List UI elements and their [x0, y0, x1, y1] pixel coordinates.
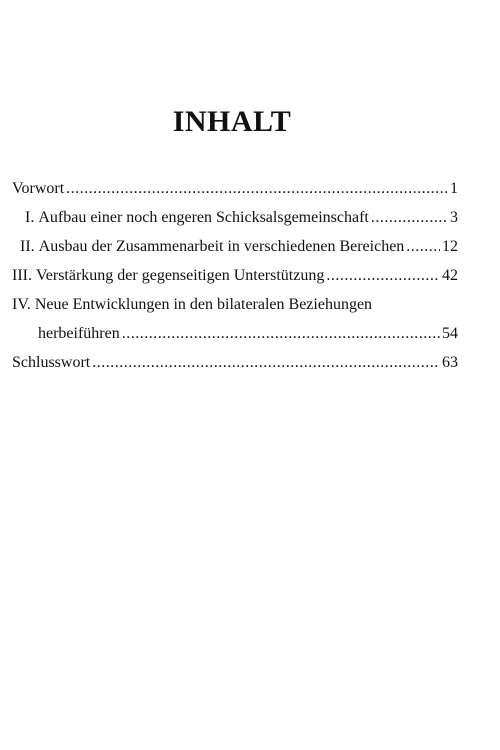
toc-leader-dots	[122, 324, 440, 344]
toc-page-number: 3	[450, 209, 458, 226]
toc-entry-number: I.	[25, 209, 39, 226]
table-of-contents	[12, 170, 458, 373]
toc-entry-chapter-4-continued[interactable]	[12, 315, 458, 344]
toc-entry-chapter-3[interactable]	[12, 257, 458, 286]
toc-entry-number: IV.	[12, 296, 35, 313]
toc-leader-dots	[406, 237, 440, 257]
toc-entry-label: Schlusswort	[12, 354, 91, 371]
toc-leader-dots	[92, 353, 440, 373]
toc-entry-number: III.	[12, 267, 36, 284]
toc-leader-dots	[371, 208, 448, 228]
toc-entry-label: Neue Entwicklungen in den bilateralen Beziehungen	[34, 296, 373, 313]
toc-entry-number: II.	[20, 238, 39, 255]
toc-entry-label: Verstärkung der gegenseitigen Unterstützung	[35, 267, 325, 284]
toc-page-number: 54	[442, 325, 458, 342]
toc-entry-vorwort[interactable]	[12, 170, 458, 199]
toc-page-number: 63	[442, 354, 458, 371]
toc-leader-dots	[326, 266, 440, 286]
toc-entry-chapter-1[interactable]	[12, 199, 458, 228]
page-title: INHALT	[172, 105, 292, 138]
toc-page-number: 1	[450, 180, 458, 197]
toc-page-number: 12	[442, 238, 458, 255]
toc-entry-chapter-4[interactable]	[12, 286, 458, 315]
toc-entry-chapter-2[interactable]	[12, 228, 458, 257]
toc-entry-schlusswort[interactable]	[12, 344, 458, 373]
toc-entry-label: Ausbau der Zusammenarbeit in verschiedenen Bereichen	[38, 238, 405, 255]
toc-entry-label: herbeiführen	[38, 325, 120, 342]
toc-leader-dots	[66, 179, 448, 199]
toc-page-number: 42	[442, 267, 458, 284]
toc-entry-label: Vorwort	[12, 180, 65, 197]
toc-entry-label: Aufbau einer noch engeren Schicksalsgemeinschaft	[38, 209, 369, 226]
